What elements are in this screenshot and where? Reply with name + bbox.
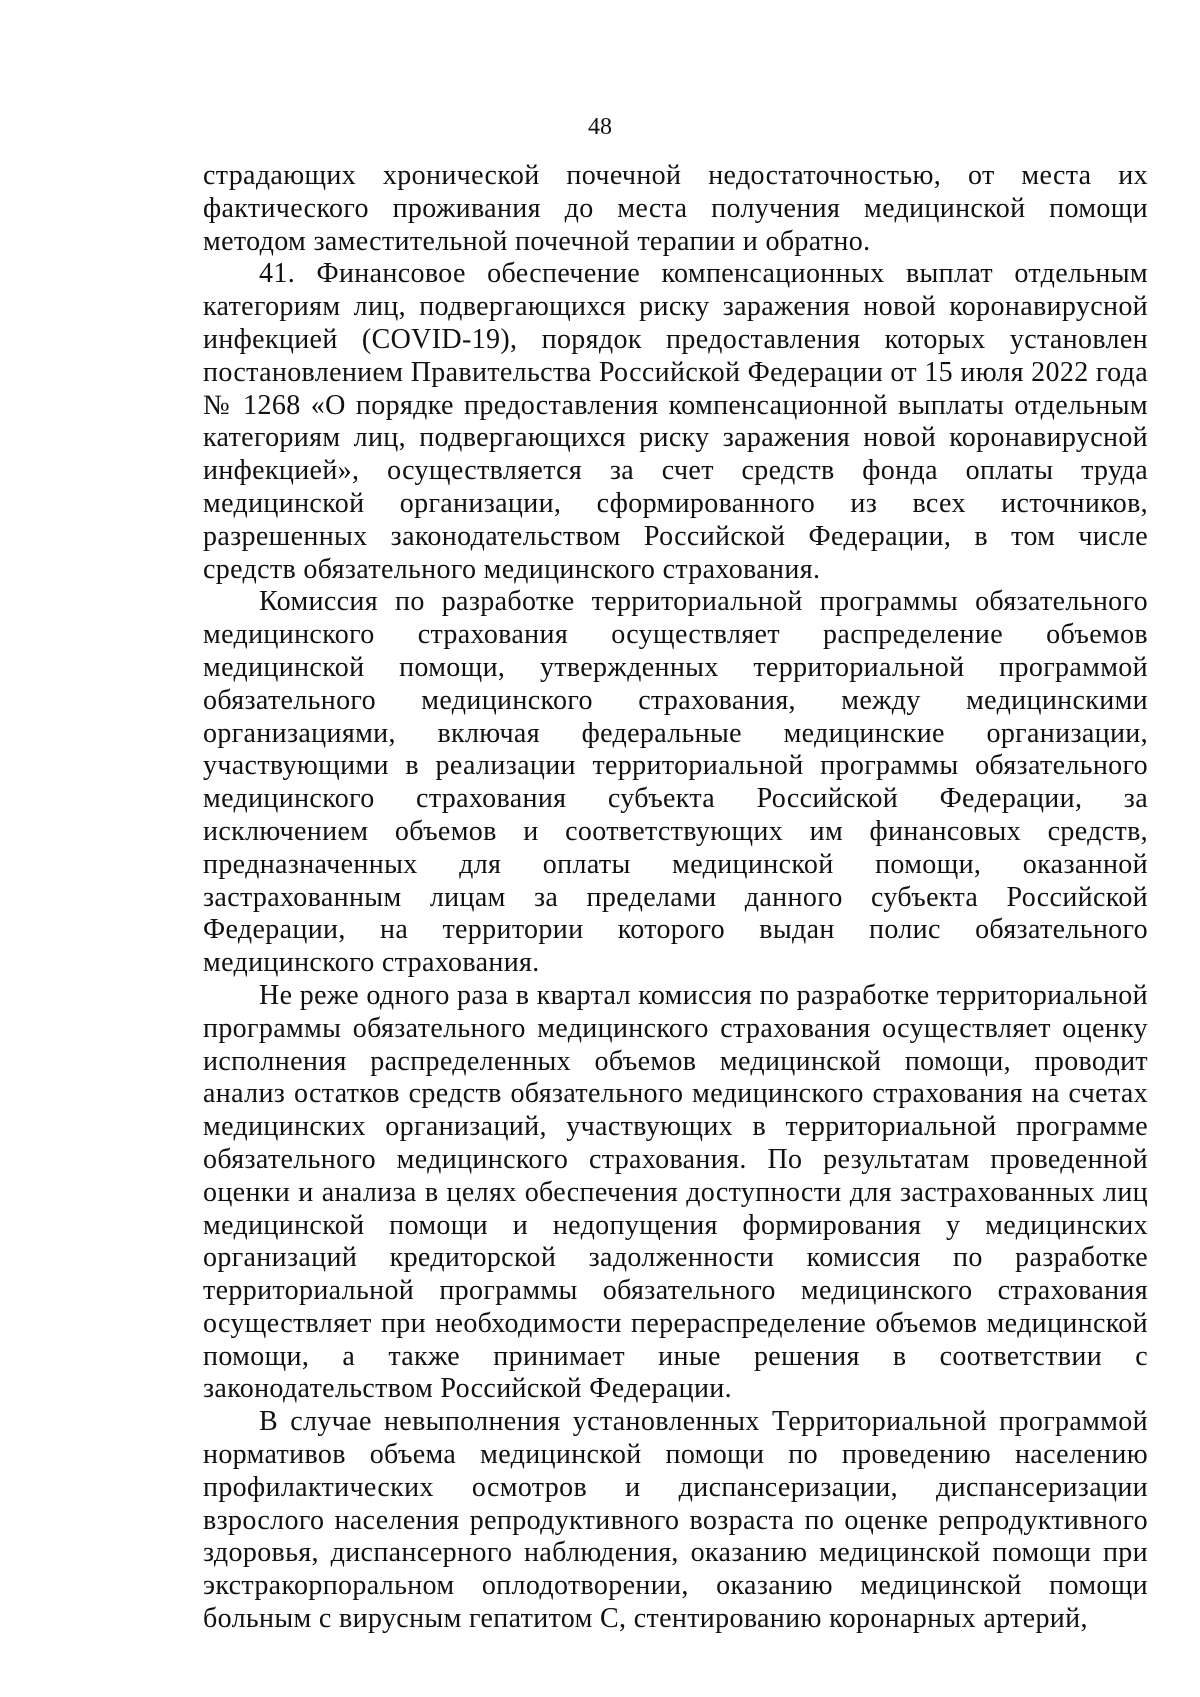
paragraph-quarterly-assessment: Не реже одного раза в квартал комиссия по разработке территориальной программы обязательного медицинского страхования осуществляет оценку исполнения распределенных объемов медицинской помощи, проводит анализ остатков средств обязательного медицинского страхования на счетах медицинских организаций, участвующих в территориальной программе обязательного медицинского страхования. По результатам проведенной оценки и анализа в целях обеспечения доступности для застрахованных лиц медицинской помощи и недопущения формирования у медицинских организаций кредиторской задолженности комиссия по разработке территориальной программы обязательного медицинского страхования осуществляет при необходимости перераспределение объемов медицинской помощи, а также принимает иные решения в соответствии с законодательством Российской Федерации. [203,979,1148,1405]
page-number: 48 [588,114,612,140]
paragraph-item-41: 41. Финансовое обеспечение компенсационных выплат отдельным категориям лиц, подвергающихся риску заражения новой коронавирусной инфекцией (COVID-19), порядок предоставления которых установлен постановлением Правительства Российской Федерации от 15 июля 2022 года № 1268 «О порядке предоставления компенсационной выплаты отдельным категориям лиц, подвергающихся риску заражения новой коронавирусной инфекцией», осуществляется за счет средств фонда оплаты труда медицинской организации, сформированного из всех источников, разрешенных законодательством Российской Федерации, в том числе средств обязательного медицинского страхования. [203,258,1148,585]
paragraph-continuation: страдающих хронической почечной недостаточностью, от места их фактического проживания до места получения медицинской помощи методом заместительной почечной терапии и обратно. [203,160,1148,257]
document-body [203,160,1148,1636]
paragraph-commission-distribution: Комиссия по разработке территориальной программы обязательного медицинского страхования осуществляет распределение объемов медицинской помощи, утвержденных территориальной программой обязательного медицинского страхования, между медицинскими организациями, включая федеральные медицинские организации, участвующими в реализации территориальной программы обязательного медицинского страхования субъекта Российской Федерации, за исключением объемов и соответствующих им финансовых средств, предназначенных для оплаты медицинской помощи, оказанной застрахованным лицам за пределами данного субъекта Российской Федерации, на территории которого выдан полис обязательного медицинского страхования. [203,586,1148,979]
paragraph-non-fulfillment: В случае невыполнения установленных Территориальной программой нормативов объема медицинской помощи по проведению населению профилактических осмотров и диспансеризации, диспансеризации взрослого населения репродуктивного возраста по оценке репродуктивного здоровья, диспансерного наблюдения, оказанию медицинской помощи при экстракорпоральном оплодотворении, оказанию медицинской помощи больным с вирусным гепатитом С, стентированию коронарных артерий, [203,1406,1148,1635]
